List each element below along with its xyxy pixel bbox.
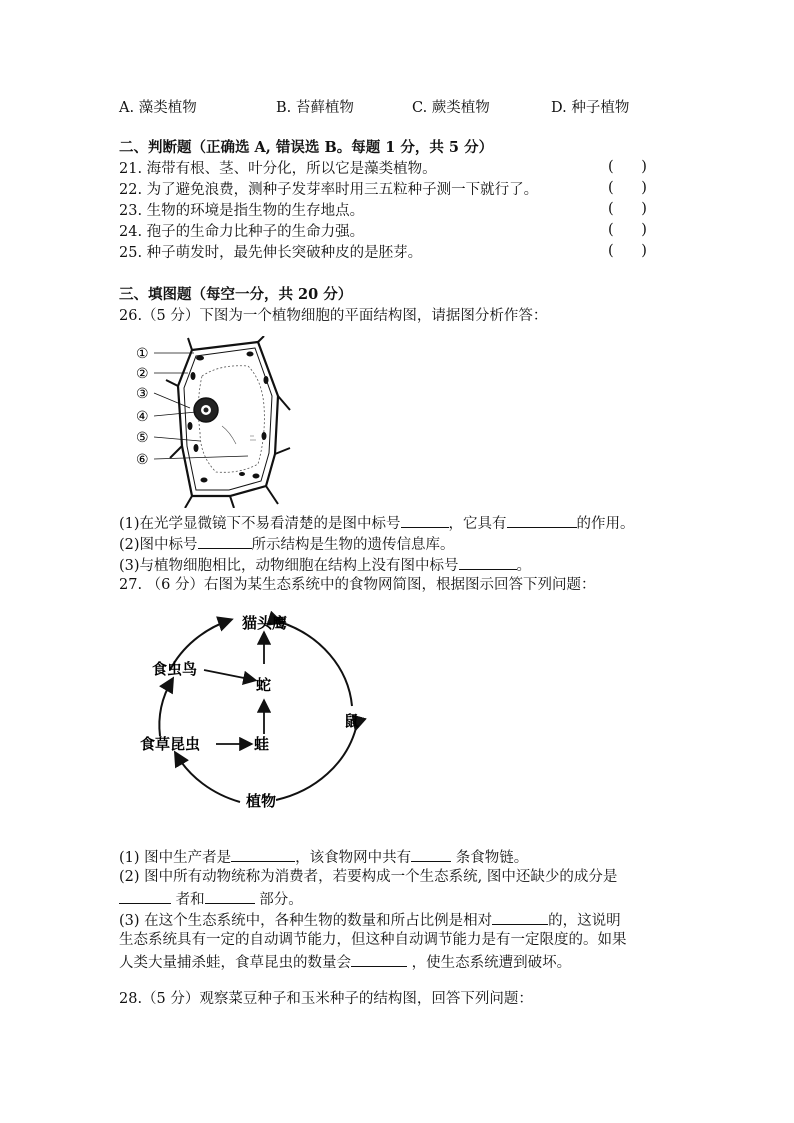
answer-blank[interactable] [231, 846, 295, 862]
q27-sub1: (1) 图中生产者是 ，该食物网中共有 条食物链。 [119, 846, 528, 868]
node-insect: 食草昆虫 [140, 735, 201, 753]
node-snake: 蛇 [256, 676, 272, 694]
label-4: ④ [136, 409, 149, 425]
node-frog: 蛙 [254, 735, 270, 753]
answer-paren-23[interactable]: ( ) [608, 201, 647, 217]
node-mouse: 鼠 [344, 712, 360, 730]
food-web-diagram [130, 606, 370, 814]
chloroplast [194, 444, 199, 452]
q26-stem: 26.（5 分）下图为一个植物细胞的平面结构图，请据图分析作答： [119, 308, 548, 324]
chloroplast [262, 432, 267, 440]
answer-blank[interactable] [198, 533, 252, 549]
judge-item-25: 25. 种子萌发时，最先伸长突破种皮的是胚芽。 [119, 245, 423, 261]
chloroplast [264, 376, 269, 384]
judge-item-24: 24. 孢子的生命力比种子的生命力强。 [119, 224, 365, 240]
judge-heading: 二、判断题（正确选 A, 错误选 B。每题 1 分，共 5 分） [119, 139, 494, 156]
q27-sub3b: 生态系统具有一定的自动调节能力，但这种自动调节能力是有一定限度的。如果 [119, 932, 627, 948]
judge-item-23: 23. 生物的环境是指生物的生存地点。 [119, 203, 365, 219]
answer-blank[interactable] [351, 951, 407, 967]
answer-blank[interactable] [411, 846, 451, 862]
option-a: A. 藻类植物 [119, 100, 197, 116]
answer-paren-21[interactable]: ( ) [608, 159, 647, 175]
label-6: ⑥ [136, 452, 149, 468]
answer-blank[interactable] [205, 888, 255, 904]
label-1: ① [136, 346, 149, 362]
chloroplast [196, 356, 204, 361]
answer-paren-22[interactable]: ( ) [608, 180, 647, 196]
chloroplast [191, 372, 196, 380]
judge-item-22: 22. 为了避免浪费，测种子发芽率时用三五粒种子测一下就行了。 [119, 182, 539, 198]
label-2: ② [136, 366, 149, 382]
q27-sub2a: (2) 图中所有动物统称为消费者，若要构成一个生态系统, 图中还缺少的成分是 [119, 869, 618, 885]
plant-cell-diagram [130, 336, 300, 508]
q27-sub2b: 者和 部分。 [119, 888, 303, 910]
label-5: ⑤ [136, 430, 149, 446]
option-c: C. 蕨类植物 [412, 100, 490, 116]
chloroplast [239, 472, 245, 476]
chloroplast [188, 422, 193, 430]
q26-sub3: (3)与植物细胞相比，动物细胞在结构上没有图中标号 。 [119, 554, 531, 576]
q27-stem: 27. （6 分）右图为某生态系统中的食物网简图，根据图示回答下列问题： [119, 577, 596, 593]
chloroplast [247, 352, 254, 357]
q27-sub3a: (3) 在这个生态系统中，各种生物的数量和所占比例是相对 的，这说明 [119, 909, 621, 931]
q26-sub2: (2)图中标号 所示结构是生物的遗传信息库。 [119, 533, 455, 555]
fill-heading: 三、填图题（每空一分，共 20 分） [119, 286, 353, 303]
option-b: B. 苔藓植物 [276, 100, 354, 116]
answer-blank[interactable] [119, 888, 171, 904]
answer-paren-25[interactable]: ( ) [608, 243, 647, 259]
answer-blank[interactable] [507, 512, 577, 528]
answer-paren-24[interactable]: ( ) [608, 222, 647, 238]
node-plant: 植物 [246, 792, 277, 810]
option-d: D. 种子植物 [551, 100, 630, 116]
q26-sub1: (1)在光学显微镜下不易看清楚的是图中标号 ，它具有 的作用。 [119, 512, 635, 534]
q28-stem: 28.（5 分）观察菜豆种子和玉米种子的结构图，回答下列问题： [119, 991, 533, 1007]
chloroplast [253, 474, 260, 479]
node-owl: 猫头鹰 [242, 614, 288, 632]
judge-item-21: 21. 海带有根、茎、叶分化，所以它是藻类植物。 [119, 161, 437, 177]
answer-blank[interactable] [492, 909, 548, 925]
q27-sub3c: 人类大量捕杀蛙，食草昆虫的数量会 ，使生态系统遭到破坏。 [119, 951, 571, 973]
answer-blank[interactable] [459, 554, 517, 570]
node-bird: 食虫鸟 [152, 660, 198, 678]
answer-blank[interactable] [401, 512, 449, 528]
label-3: ③ [136, 386, 149, 402]
chloroplast [201, 478, 208, 483]
